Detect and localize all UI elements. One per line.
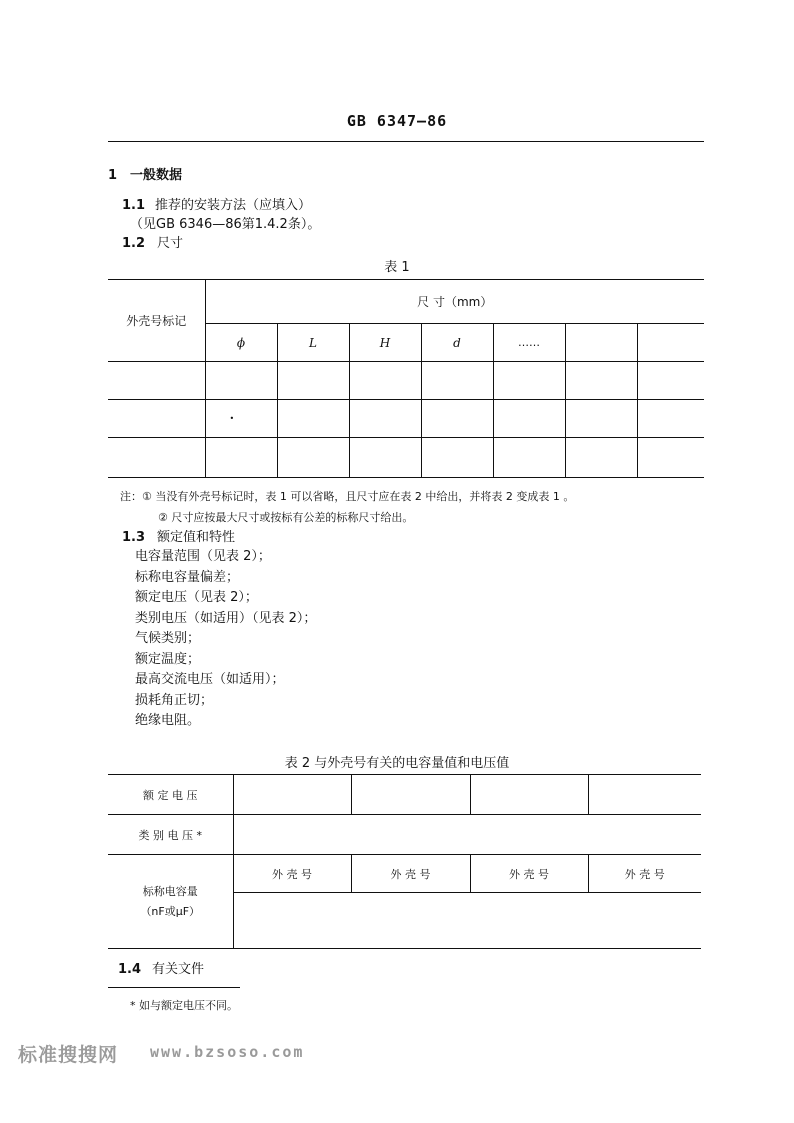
dim-col-blank-2: [637, 324, 704, 362]
table-2: [108, 774, 701, 949]
case-header: 外 壳 号: [233, 855, 351, 893]
note-1: 注：① 当没有外壳号标记时，表 1 可以省略，且尺寸应在表 2 中给出，并将表 2 变成表 1 。: [120, 490, 575, 503]
table-1-row: [108, 362, 704, 400]
category-voltage-label: 类 别 电 压 *: [108, 815, 233, 855]
section-1-1-number: 1.1: [122, 198, 146, 213]
rated-voltage-label: 额 定 电 压: [108, 775, 233, 815]
rating-item: 额定温度；: [135, 651, 201, 667]
rating-item: 类别电压（如适用）（见表 2）；: [135, 610, 317, 626]
case-header: 外 壳 号: [351, 855, 470, 893]
section-1-3-title: 额定值和特性: [157, 530, 236, 545]
ratings-list: [135, 548, 316, 733]
header-code: GB 6347—86: [346, 112, 448, 130]
nominal-capacitance-line2: （nF或μF）: [140, 904, 201, 918]
dim-col-H: H: [349, 324, 421, 362]
rating-item: 最高交流电压（如适用）；: [135, 672, 285, 687]
section-1-4-title: 有关文件: [152, 962, 205, 977]
section-1-2-number: 1.2: [122, 236, 146, 251]
section-1-2-title: 尺寸: [157, 236, 184, 251]
table-2-caption: 表 2 与外壳号有关的电容量值和电压值: [284, 756, 510, 771]
section-1-number: 1: [108, 168, 118, 183]
header-rule: [108, 141, 704, 142]
case-header: 外 壳 号: [470, 855, 588, 893]
dim-col-d: d: [421, 324, 493, 362]
footnote: * 如与额定电压不同。: [130, 999, 238, 1012]
watermark-cn: 标准搜搜网: [18, 1044, 119, 1066]
section-1-1-title: 推荐的安装方法（应填入）: [155, 198, 312, 213]
case-header: 外 壳 号: [588, 855, 701, 893]
dimension-header: 尺 寸（mm）: [205, 280, 704, 324]
section-1-4-number: 1.4: [118, 962, 142, 977]
rating-item: 损耗角正切；: [135, 692, 214, 708]
table-1-mark: •: [205, 400, 277, 438]
rating-item: 额定电压（见表 2）；: [135, 590, 258, 605]
rating-item: 标称电容量偏差；: [135, 569, 240, 585]
note-2: ② 尺寸应按最大尺寸或按标有公差的标称尺寸给出。: [158, 511, 414, 524]
footnote-rule: [108, 987, 240, 988]
rating-item: 气候类别；: [135, 631, 201, 646]
section-1-3-number: 1.3: [122, 530, 146, 545]
dim-col-L: L: [277, 324, 349, 362]
table-1-row: [108, 400, 704, 438]
section-1-1-reference: （见GB 6346—86第1.4.2条）。: [130, 217, 321, 232]
nominal-capacitance-line1: 标称电容量: [142, 884, 198, 898]
case-mark-header: 外壳号标记: [108, 280, 205, 362]
table-1: [108, 279, 704, 478]
table-1-caption: 表 1: [384, 260, 410, 275]
nominal-capacitance-label: [108, 855, 233, 949]
rating-item: 绝缘电阻。: [135, 713, 201, 728]
rating-item: 电容量范围（见表 2）；: [135, 549, 271, 564]
table-1-row: [108, 438, 704, 478]
watermark-url: www.bzsoso.com: [150, 1043, 305, 1061]
section-1-title: 一般数据: [130, 168, 183, 183]
dim-col-blank-1: [565, 324, 637, 362]
dim-col-phi: ϕ: [205, 324, 277, 362]
dim-col-ellipsis: ……: [493, 324, 565, 362]
